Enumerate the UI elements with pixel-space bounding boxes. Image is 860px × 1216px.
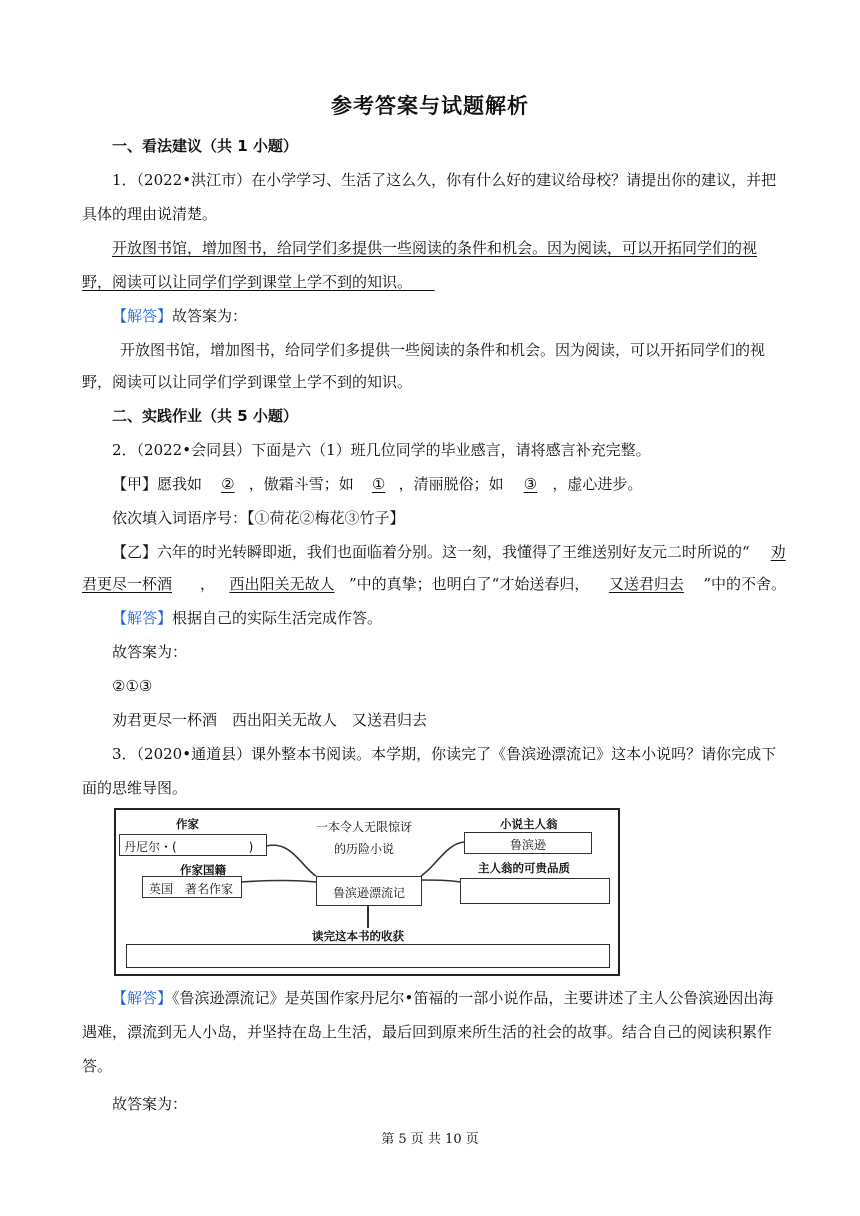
q1-answer2-line1: 开放图书馆，增加图书，给同学们多提供一些阅读的条件和机会。因为阅读，可以开拓同学们的视	[120, 341, 766, 359]
mm-quality-label: 主人翁的可贵品质	[478, 861, 570, 875]
mm-protagonist-box: 鲁滨逊	[464, 832, 592, 854]
q1-text-line2: 具体的理由说清楚。	[82, 205, 218, 223]
q2-jia-prefix: 【甲】愿我如	[112, 475, 203, 493]
jieda-tag: 【解答】	[112, 307, 173, 325]
mm-author-label: 作家	[176, 817, 199, 831]
q2-jieda	[112, 608, 812, 628]
q2-yi-blank-a: 君更尽一杯酒	[82, 575, 173, 593]
q2-jia-line	[112, 474, 812, 494]
q3-jieda-text1: 《鲁滨逊漂流记》是英国作家丹尼尔•笛福的一部小说作品，主要讲述了主人公鲁滨逊因出海	[172, 989, 774, 1007]
jieda-tag: 【解答】	[112, 609, 173, 627]
section-heading-1: 一、看法建议（共 1 小题）	[112, 137, 298, 155]
q2-jieda-text: 根据自己的实际生活完成作答。	[172, 609, 383, 627]
q1-answer-underlined-2: 野，阅读可以让同学们学到课堂上学不到的知识。	[82, 273, 405, 291]
mm-quality-box	[460, 878, 610, 904]
mm-center-box: 鲁滨逊漂流记	[316, 876, 422, 906]
mm-harvest-label: 读完这本书的收获	[312, 929, 404, 943]
mind-map	[114, 808, 620, 976]
q3-jieda-line2: 遇难，漂流到无人小岛，并坚持在岛上生活，最后回到原来所生活的社会的故事。结合自己的阅读积累作	[82, 1023, 773, 1041]
q2-blank-2: ①	[371, 475, 386, 493]
q2-yi-line2	[82, 574, 787, 594]
jieda-tag: 【解答】	[112, 989, 173, 1007]
q3-jieda-line1	[112, 988, 812, 1008]
q1-answer-underlined: 开放图书馆，增加图书，给同学们多提供一些阅读的条件和机会。因为阅读，可以开拓同学们的视	[112, 239, 758, 257]
q2-jia-mid1: ，傲霜斗雪；如	[248, 475, 354, 493]
mm-center-top-1: 一本令人无限惊讶	[316, 820, 413, 834]
section-heading-2: 二、实践作业（共 5 小题）	[112, 407, 298, 425]
q1-answer-line2	[82, 272, 782, 292]
q3-jieda-line3: 答。	[82, 1057, 113, 1075]
q2-blank-1: ②	[221, 475, 235, 493]
q2-jia-end: ，虚心进步。	[552, 475, 643, 493]
page-footer: 第 5 页 共 10 页	[381, 1132, 479, 1147]
q2-yi-line1	[112, 542, 812, 562]
q1-text-line1: 1．（2022•洪江市）在小学学习、生活了这么久，你有什么好的建议给母校？请提出你的建议，并把	[112, 171, 777, 189]
q1-answer-line1	[112, 238, 812, 258]
q3-text-line1: 3．（2020•通道县）课外整本书阅读。本学期，你读完了《鲁滨逊漂流记》这本小说吗？请你完成下	[112, 745, 777, 763]
q2-jia-mid2: ，清丽脱俗；如	[398, 475, 504, 493]
q1-jieda-text: 故答案为：	[172, 307, 248, 325]
q2-order-line: 依次填入词语序号：【①荷花②梅花③竹子】	[112, 509, 405, 527]
mm-center-top-2: 的历险小说	[334, 842, 395, 856]
mm-harvest-box	[126, 944, 610, 968]
q2-yi-end: ”中的不舍。	[703, 575, 787, 593]
q1-answer2-line2: 野，阅读可以让同学们学到课堂上学不到的知识。	[82, 373, 413, 391]
q2-yi-text: 【乙】六年的时光转瞬即逝，我们也面临着分别。这一刻，我懂得了王维送别好友元二时所说的“	[112, 543, 750, 561]
q2-text-line1: 2．（2022•会同县）下面是六（1）班几位同学的毕业感言，请将感言补充完整。	[112, 441, 651, 459]
q2-ans-label: 故答案为：	[112, 643, 188, 661]
q2-yi-sep: ，	[200, 575, 216, 593]
q3-text-line2: 面的思维导图。	[82, 779, 188, 797]
q2-yi-blank-start: 劝	[770, 543, 786, 561]
mm-nation-box: 英国 著名作家	[142, 876, 242, 898]
q2-yi-blank-c: 又送君归去	[608, 575, 684, 593]
q2-yi-blank-b: 西出阳关无故人	[229, 575, 335, 593]
mm-author-box: 丹尼尔・( )	[119, 834, 267, 856]
mm-nation-label: 作家国籍	[180, 863, 226, 877]
q2-blank-3: ③	[523, 475, 538, 493]
q3-ans-label: 故答案为：	[112, 1095, 188, 1113]
mm-protagonist-label: 小说主人翁	[500, 817, 558, 831]
q2-yi-mid: ”中的真挚；也明白了“才始送春归，	[349, 575, 590, 593]
q2-ans2: 劝君更尽一杯酒 西出阳关无故人 又送君归去	[112, 711, 428, 729]
q2-ans1: ②①③	[112, 677, 153, 695]
q1-jieda	[112, 306, 812, 326]
page-title: 参考答案与试题解析	[331, 94, 529, 118]
